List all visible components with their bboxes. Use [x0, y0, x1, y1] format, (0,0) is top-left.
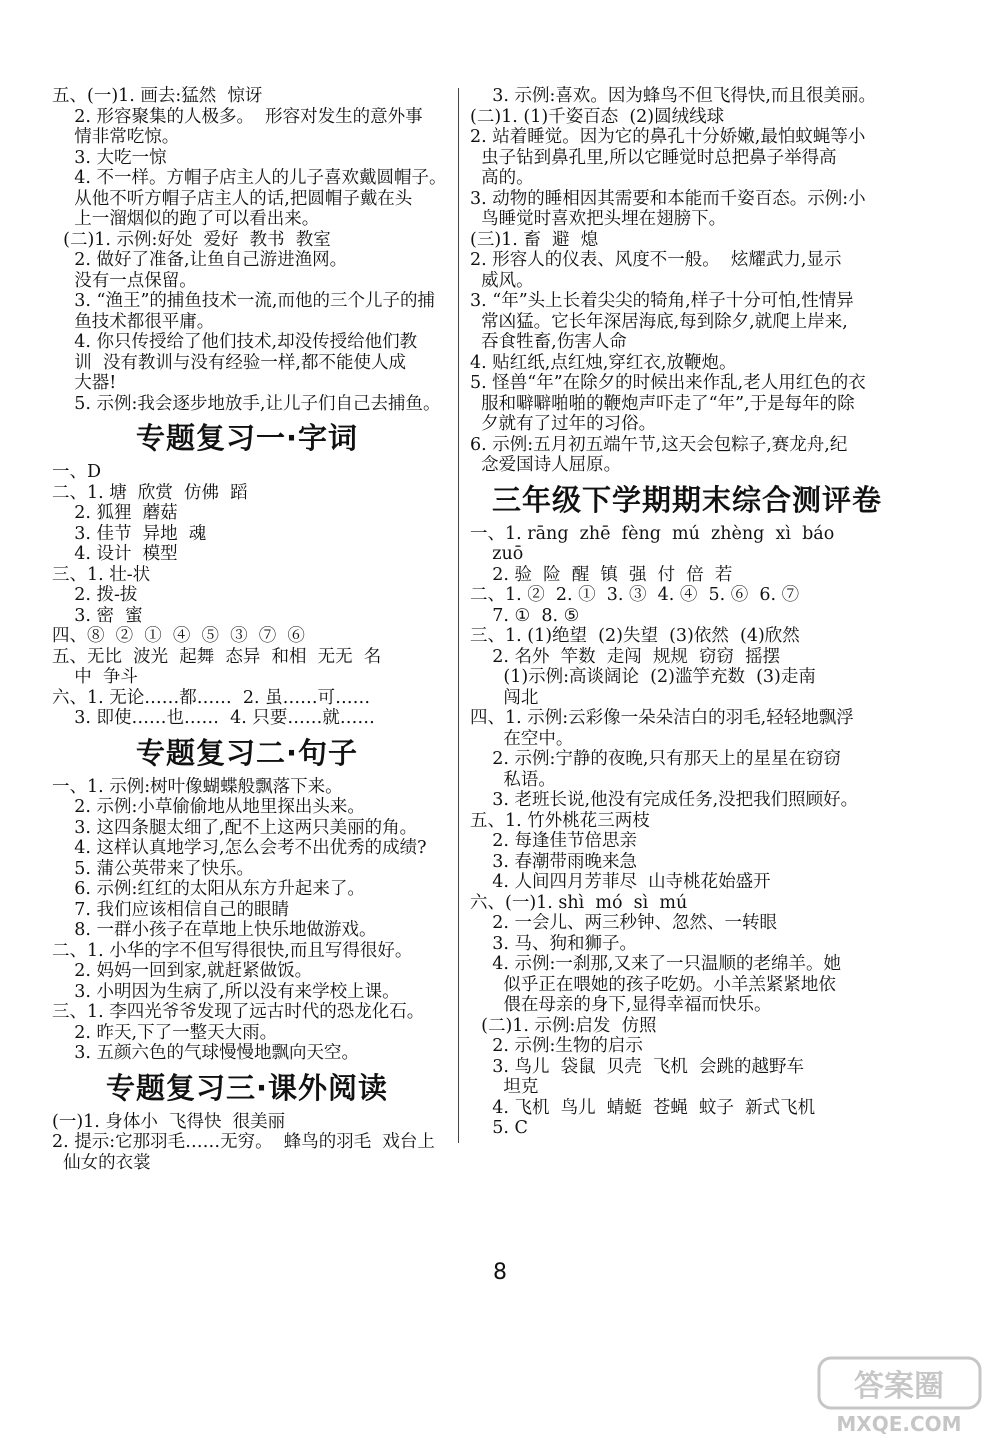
answer-line: 2. 示例:小草偷偷地从地里探出头来。: [52, 797, 365, 817]
answer-line: 4. 贴红纸,点红烛,穿红衣,放鞭炮。: [470, 352, 737, 373]
answer-line: 2. 做好了准备,让鱼自己游进渔网。: [52, 250, 348, 270]
answer-line: 念爱国诗人屈原。: [470, 455, 622, 475]
answer-line: 4. 人间四月芳菲尽 山寺桃花始盛开: [470, 872, 771, 892]
page-number: 8: [493, 1260, 507, 1285]
answer-line: 3. 密 蜜: [52, 605, 143, 626]
answer-line: 情非常吃惊。: [52, 127, 180, 147]
answer-line: 2. 每逢佳节倍思亲: [470, 831, 638, 851]
answer-line: 2. 拨-拔: [52, 585, 138, 605]
section-heading: 专题复习一·字词: [135, 421, 359, 455]
column-divider: [458, 88, 459, 1143]
answer-line: 夕就有了过年的习俗。: [470, 414, 657, 434]
answer-line: 5. 示例:我会逐步地放手,让儿子们自己去捕鱼。: [52, 393, 441, 414]
answer-line: 中 争斗: [52, 667, 138, 687]
answer-line: 私语。: [470, 769, 556, 790]
answer-line: 3. 春潮带雨晚来急: [470, 851, 638, 872]
answer-line: 4. 飞机 鸟儿 蜻蜓 苍蝇 蚊子 新式飞机: [470, 1097, 816, 1118]
answer-line: 偎在母亲的身下,显得幸福而快乐。: [470, 995, 772, 1015]
answer-line: 7. 我们应该相信自己的眼睛: [52, 899, 290, 920]
answer-line: 二、1. 小华的字不但写得很快,而且写得很好。: [52, 940, 413, 961]
answer-line: 一、1. rāng zhē fèng mú zhèng xì báo: [470, 523, 835, 544]
answer-line: zuō: [470, 544, 524, 564]
answer-line: 3. 马、狗和狮子。: [470, 933, 638, 954]
answer-line: 2. 名外 竿数 走闯 规规 窃窃 摇摆: [470, 646, 781, 667]
section-heading: 三年级下学期期末综合测评卷: [492, 482, 883, 517]
answer-line: 常凶猛。它长年深居海底,每到除夕,就爬上岸来,: [470, 311, 848, 332]
section-heading: 专题复习二·句子: [135, 735, 359, 770]
answer-line: 2. 形容人的仪表、风度不一般。 炫耀武力,显示: [470, 250, 842, 270]
answer-line: 4. 示例:一刹那,又来了一只温顺的老绵羊。她: [470, 954, 841, 974]
answer-line: 威风。: [470, 270, 534, 291]
answer-line: 4. 这样认真地学习,怎么会考不出优秀的成绩?: [52, 838, 427, 858]
answer-line: 大器!: [52, 373, 117, 393]
answer-line: 三、1. 壮-状: [52, 564, 151, 585]
answer-line: 二、1. ② 2. ① 3. ③ 4. ④ 5. ⑥ 6. ⑦: [470, 585, 800, 605]
watermark-logo: [817, 1356, 982, 1436]
answer-line: 2. 站着睡觉。因为它的鼻孔十分娇嫩,最怕蚊蝇等小: [470, 127, 866, 147]
answer-line: 3. 示例:喜欢。因为蜂鸟不但飞得快,而且很美丽。: [470, 86, 876, 106]
watermark-bottom-text: MXQE.COM: [836, 1412, 962, 1436]
answer-line: 5. 怪兽“年”在除夕的时候出来作乱,老人用红色的衣: [470, 373, 866, 393]
answer-line: 3. 小明因为生病了,所以没有来学校上课。: [52, 981, 400, 1002]
answer-line: 6. 示例:红红的太阳从东方升起来了。: [52, 879, 365, 899]
answer-line: 2. 狐狸 蘑菇: [52, 503, 178, 523]
answer-line: 4. 设计 模型: [52, 544, 178, 564]
answer-line: 4. 不一样。方帽子店主人的儿子喜欢戴圆帽子。: [52, 168, 447, 188]
answer-line: 2. 示例:宁静的夜晚,只有那天上的星星在窃窃: [470, 749, 841, 769]
answer-line: 仙女的衣裳: [52, 1152, 151, 1173]
answer-line: 2. 形容聚集的人极多。 形容对发生的意外事: [52, 106, 423, 127]
answer-line: 在空中。: [470, 728, 574, 749]
answer-line: 四、1. 示例:云彩像一朵朵洁白的羽毛,轻轻地飘浮: [470, 708, 854, 728]
answer-line: (二)1. (1)千姿百态 (2)圆绒线球: [470, 106, 725, 127]
answer-line: 8. 一群小孩子在草地上快乐地做游戏。: [52, 920, 377, 940]
answer-line: 3. 动物的睡相因其需要和本能而千姿百态。示例:小: [470, 188, 866, 209]
answer-line: 四、⑧ ② ① ④ ⑤ ③ ⑦ ⑥: [52, 626, 305, 646]
answer-line: 2. 妈妈一回到家,就赶紧做饭。: [52, 961, 313, 981]
answer-line: 鱼技术都很平庸。: [52, 311, 215, 332]
answer-line: 3. “渔王”的捕鱼技术一流,而他的三个儿子的捕: [52, 291, 435, 311]
answer-line: (二)1. 示例:好处 爱好 教书 教室: [52, 229, 331, 250]
answer-line: 五、无比 波光 起舞 态异 和相 无无 名: [52, 646, 382, 667]
answer-line: 闯北: [470, 687, 539, 708]
answer-line: (一)1. 身体小 飞得快 很美丽: [52, 1111, 286, 1132]
answer-line: 高的。: [470, 168, 534, 188]
answer-line: 坦克: [470, 1077, 539, 1097]
answer-line: 五、1. 竹外桃花三两枝: [470, 810, 650, 831]
answer-line: 虫子钻到鼻孔里,所以它睡觉时总把鼻子举得高: [470, 147, 837, 168]
answer-line: 吞食牲畜,伤害人命: [470, 332, 627, 352]
answer-line: 2. 昨天,下了一整天大雨。: [52, 1022, 278, 1043]
left-column: [52, 86, 452, 1173]
answer-line: 服和噼噼啪啪的鞭炮声吓走了“年”,于是每年的除: [470, 393, 855, 414]
answer-line: 没有一点保留。: [52, 270, 197, 291]
answer-line: 7. ① 8. ⑤: [470, 605, 580, 626]
answer-line: 3. 佳节 异地 魂: [52, 523, 207, 544]
answer-line: 2. 示例:生物的启示: [470, 1036, 643, 1056]
answer-line: 5. C: [470, 1118, 528, 1138]
answer-line: 6. 示例:五月初五端午节,这天会包粽子,赛龙舟,纪: [470, 434, 848, 455]
answer-line: 鸟睡觉时喜欢把头埋在翅膀下。: [470, 209, 727, 229]
answer-line: 3. “年”头上长着尖尖的犄角,样子十分可怕,性情异: [470, 291, 854, 311]
answer-line: (1)示例:高谈阔论 (2)滥竽充数 (3)走南: [470, 667, 816, 687]
answer-line: 似乎正在喂她的孩子吃奶。小羊羔紧紧地依: [470, 974, 836, 995]
answer-line: 上一溜烟似的跑了可以看出来。: [52, 209, 320, 229]
answer-line: 一、1. 示例:树叶像蝴蝶般飘落下来。: [52, 776, 343, 797]
answer-line: 3. 老班长说,他没有完成任务,没把我们照顾好。: [470, 790, 859, 810]
answer-line: 从他不听方帽子店主人的话,把圆帽子戴在头: [52, 188, 413, 209]
right-column: [470, 86, 890, 1139]
answer-line: 4. 你只传授给了他们技术,却没传授给他们教: [52, 332, 418, 352]
answer-line: 六、1. 无论……都…… 2. 虽……可……: [52, 687, 371, 708]
answer-line: 训 没有教训与没有经验一样,都不能使人成: [52, 352, 406, 373]
answer-line: 三、1. (1)绝望 (2)失望 (3)依然 (4)欣然: [470, 626, 800, 646]
answer-line: 2. 提示:它那羽毛……无穷。 蜂鸟的羽毛 戏台上: [52, 1132, 435, 1152]
answer-line: 3. 这四条腿太细了,配不上这两只美丽的角。: [52, 817, 418, 838]
answer-line: 3. 五颜六色的气球慢慢地飘向天空。: [52, 1043, 360, 1063]
answer-line: 3. 鸟儿 袋鼠 贝壳 飞机 会跳的越野车: [470, 1056, 805, 1077]
answer-line: 3. 即使……也…… 4. 只要……就……: [52, 708, 375, 728]
answer-line: 五、(一)1. 画去:猛然 惊讶: [52, 86, 263, 106]
answer-line: 3. 大吃一惊: [52, 147, 167, 168]
answer-line: 六、(一)1. shì mó sì mú: [470, 892, 688, 913]
answer-line: 三、1. 李四光爷爷发现了远古时代的恐龙化石。: [52, 1002, 425, 1022]
answer-line: 2. 一会儿、两三秒钟、忽然、一转眼: [470, 913, 778, 933]
answer-line: (二)1. 示例:启发 仿照: [470, 1015, 657, 1036]
answer-line: 5. 蒲公英带来了快乐。: [52, 858, 255, 879]
answer-line: 2. 验 险 醒 镇 强 付 倍 若: [470, 564, 733, 585]
answer-line: (三)1. 畜 避 熄: [470, 229, 599, 250]
section-heading: 专题复习三·课外阅读: [105, 1070, 389, 1105]
answer-line: 二、1. 塘 欣赏 仿佛 蹈: [52, 482, 248, 503]
watermark-top-text: 答案圈: [854, 1369, 944, 1404]
answer-line: 一、D: [52, 462, 102, 482]
